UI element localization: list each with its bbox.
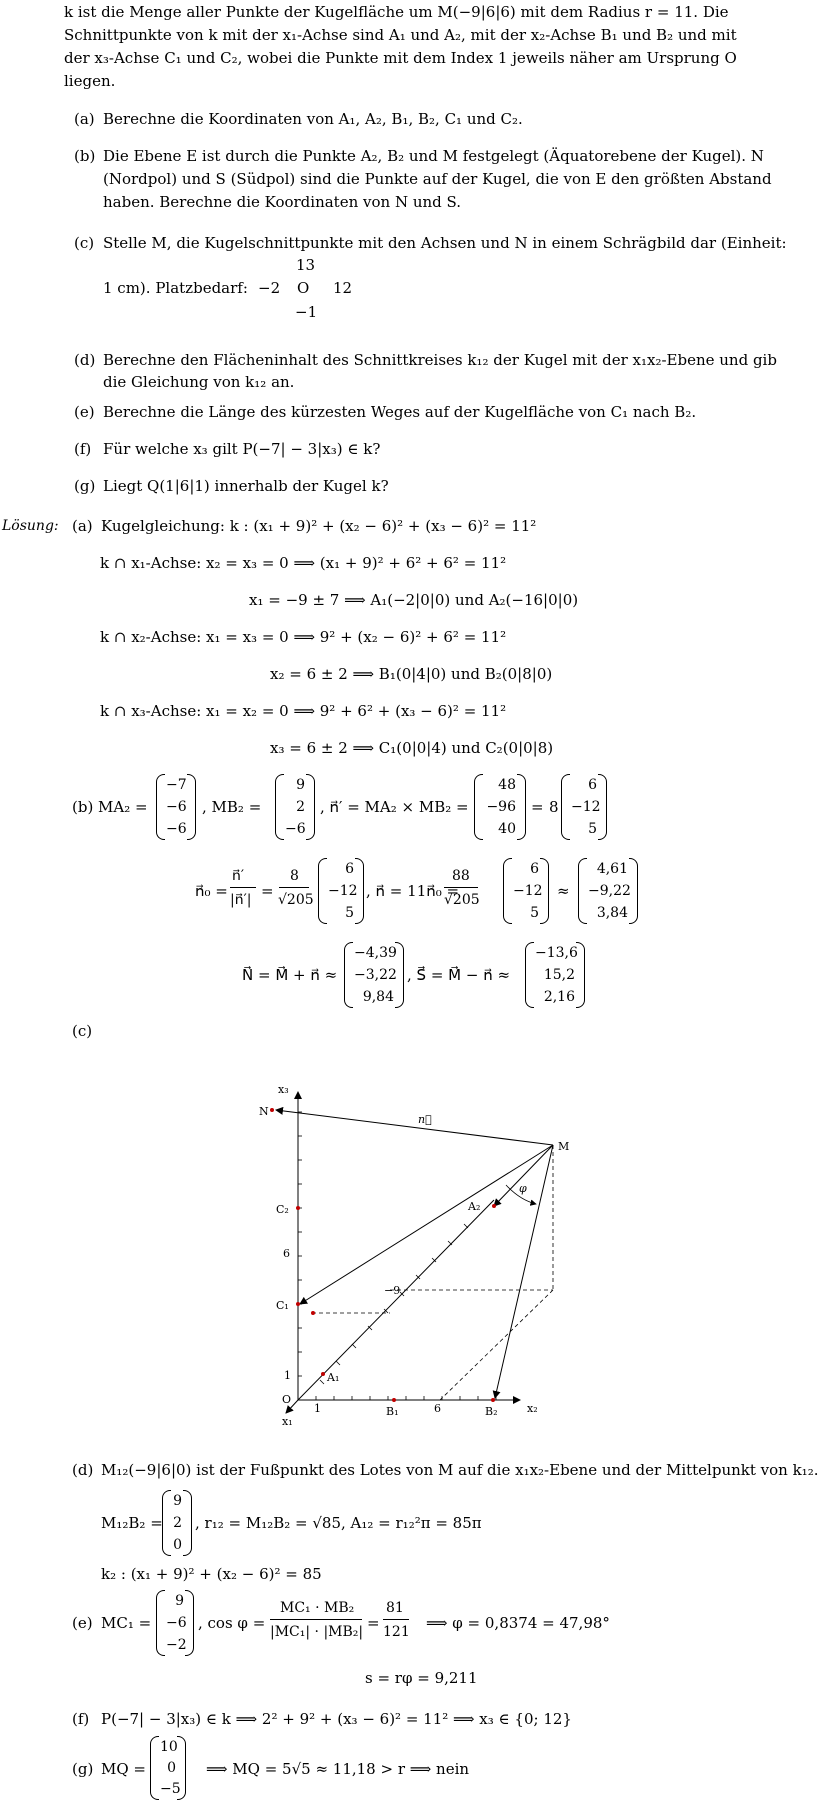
sol-e-label: (e): [72, 1614, 93, 1632]
vector-nprime-reduced: 6 −12 5: [561, 774, 607, 840]
cos-label: , cos φ =: [198, 1614, 266, 1632]
label-six-x3: 6: [283, 1247, 290, 1260]
vector-n: 6 −12 5: [503, 858, 549, 924]
vector-n-arrow: [276, 1110, 553, 1145]
task-g-text: Liegt Q(1|6|1) innerhalb der Kugel k?: [103, 477, 389, 495]
task-f-text: Für welche x₃ gilt P(−7| − 3|x₃) ∈ k?: [103, 440, 381, 458]
n0-frac-num: n⃗′: [232, 868, 245, 884]
n-approx-sign: ≈: [557, 882, 570, 900]
sol-f-text: P(−7| − 3|x₃) ∈ k ⟹ 2² + 9² + (x₃ − 6)² = 11² ⟹ x₃ ∈ {0; 12}: [101, 1710, 572, 1728]
n0-label: n⃗₀ =: [195, 882, 228, 900]
phi-result: ⟹ φ = 0,8374 = 47,98°: [426, 1614, 610, 1632]
task-e-label: (e): [74, 403, 95, 421]
sol-a-line-5: x₂ = 6 ± 2 ⟹ B₁(0|4|0) und B₂(0|8|0): [270, 665, 553, 683]
sol-c-label: (c): [72, 1022, 93, 1040]
label-C1: C₁: [276, 1299, 289, 1312]
label-phi: φ: [519, 1182, 527, 1195]
task-f-label: (f): [74, 440, 92, 458]
x2-ticks: [316, 1396, 496, 1400]
sol-a-label: (a): [72, 517, 93, 535]
task-d-label: (d): [74, 351, 96, 369]
nprime-label: , n⃗′ = MA₂ × MB₂ =: [320, 798, 469, 816]
label-six-x2: 6: [434, 1402, 441, 1415]
space-origin: O: [297, 279, 310, 297]
vector-m12b2: 9 2 0: [162, 1490, 192, 1556]
frac8-num: 8: [290, 868, 299, 884]
space-left: −2: [258, 279, 281, 297]
space-right: 12: [333, 279, 353, 297]
label-one-x3: 1: [284, 1369, 291, 1382]
label-C2: C₂: [276, 1203, 289, 1216]
S-label: , S⃗ = M⃗ − n⃗ ≈: [407, 966, 511, 984]
task-d-line-2: die Gleichung von k₁₂ an.: [103, 373, 295, 391]
m-to-c1-arrow: [300, 1145, 553, 1304]
sol-a-line-4: k ∩ x₂-Achse: x₁ = x₃ = 0 ⟹ 9² + (x₂ − 6)² + 6² = 11²: [100, 628, 507, 646]
label-x3: x₃: [278, 1083, 289, 1096]
mq-label: MQ =: [101, 1760, 146, 1778]
label-x1: x₁: [282, 1415, 293, 1428]
cos-num: MC₁ · MB₂: [280, 1600, 355, 1616]
label-N: N: [259, 1105, 269, 1118]
label-B2: B₂: [485, 1405, 498, 1418]
sol-d-label: (d): [72, 1461, 94, 1479]
n0-frac-den: |n⃗′|: [230, 892, 252, 908]
frac88-num: 88: [452, 868, 470, 884]
n-label: , n⃗ = 11n⃗₀ =: [366, 882, 460, 900]
cos-frac-bar: [270, 1619, 362, 1620]
nprime-factor: 8: [549, 798, 559, 816]
sol-d-line-1: M₁₂(−9|6|0) ist der Fußpunkt des Lotes von M auf die x₁x₂-Ebene und der Mittelpunkt von k₁₂.: [101, 1461, 818, 1479]
intro-line-2: Schnittpunkte von k mit der x₁-Achse sind A₁ und A₂, mit der x₂-Achse B₁ und B₂ und mit: [64, 26, 737, 44]
task-b-line-2: (Nordpol) und S (Südpol) sind die Punkte auf der Kugel, die von E den größten Abstand: [103, 170, 772, 188]
intro-line-4: liegen.: [64, 72, 116, 90]
intro-line-3: der x₃-Achse C₁ und C₂, wobei die Punkte mit dem Index 1 jeweils näher am Ursprung O: [64, 49, 737, 67]
task-g-label: (g): [74, 477, 96, 495]
vector-n0: 6 −12 5: [318, 858, 364, 924]
label-one-x2: 1: [314, 1402, 321, 1415]
sol-d-rest: , r₁₂ = M₁₂B₂ = √85, A₁₂ = r₁₂²π = 85π: [195, 1514, 482, 1532]
x1-negative-axis: [298, 1200, 494, 1400]
sol-b-label: (b): [72, 798, 94, 816]
sol-a-line-6: k ∩ x₃-Achse: x₁ = x₂ = 0 ⟹ 9² + 6² + (x₃ − 6)² = 11²: [100, 702, 507, 720]
N-label: N⃗ = M⃗ + n⃗ ≈: [242, 966, 338, 984]
sol-a-line-7: x₃ = 6 ± 2 ⟹ C₁(0|0|4) und C₂(0|0|8): [270, 739, 554, 757]
task-e-text: Berechne die Länge des kürzesten Weges auf der Kugelfläche von C₁ nach B₂.: [103, 403, 697, 421]
mb2-label: , MB₂ =: [202, 798, 262, 816]
vector-ma2: −7 −6 −6: [156, 774, 196, 840]
x1-ticks: [320, 1224, 468, 1384]
oblique-diagram: [0, 1070, 733, 1430]
nprime-eq: =: [531, 798, 544, 816]
frac88-den: √205: [444, 892, 480, 908]
m12b2-label: M₁₂B₂ =: [101, 1514, 163, 1532]
cos-frac-num: 81: [386, 1600, 404, 1616]
vector-nprime: 48 −96 40: [474, 774, 526, 840]
construction-lines: [312, 1145, 553, 1400]
intro-line-1: k ist die Menge aller Punkte der Kugelfläche um M(−9|6|6) mit dem Radius r = 11. Die: [64, 3, 729, 21]
sol-a-line-2: k ∩ x₁-Achse: x₂ = x₃ = 0 ⟹ (x₁ + 9)² + 6² + 6² = 11²: [100, 554, 507, 572]
label-A2: A₂: [468, 1200, 481, 1213]
task-d-line-1: Berechne den Flächeninhalt des Schnittkreises k₁₂ der Kugel mit der x₁x₂-Ebene und gib: [103, 351, 777, 369]
frac88-bar: [444, 887, 478, 888]
cos-frac-den: 121: [383, 1624, 410, 1640]
n0-eq: =: [261, 882, 274, 900]
vector-n-approx: 4,61 −9,22 3,84: [578, 858, 638, 924]
label-origin: O: [282, 1393, 292, 1406]
task-a-text: Berechne die Koordinaten von A₁, A₂, B₁, B₂, C₁ und C₂.: [103, 110, 523, 128]
sol-a-line-3: x₁ = −9 ± 7 ⟹ A₁(−2|0|0) und A₂(−16|0|0): [249, 591, 579, 609]
space-top: 13: [296, 256, 316, 274]
cos-eq: =: [367, 1614, 380, 1632]
label-M: M: [558, 1140, 570, 1153]
m-to-a2-arrow: [494, 1145, 553, 1206]
arc-length: s = rφ = 9,211: [365, 1669, 478, 1687]
vector-mb2: 9 2 −6: [275, 774, 315, 840]
n0-frac-bar: [230, 887, 256, 888]
frac8-bar: [279, 887, 309, 888]
sol-d-k12: k₂ : (x₁ + 9)² + (x₂ − 6)² = 85: [101, 1565, 322, 1583]
label-n-vector: n⃗: [418, 1113, 432, 1126]
task-c-line-1: Stelle M, die Kugelschnittpunkte mit den Achsen und N in einem Schrägbild dar (Einheit:: [103, 234, 787, 252]
x3-ticks: [298, 1112, 302, 1376]
frac8-den: √205: [278, 892, 314, 908]
label-B1: B₁: [386, 1405, 399, 1418]
vector-S: −13,6 15,2 2,16: [525, 942, 585, 1008]
vector-N: −4,39 −3,22 9,84: [344, 942, 404, 1008]
mc1-label: MC₁ =: [101, 1614, 152, 1632]
sol-g-rest: ⟹ MQ = 5√5 ≈ 11,18 > r ⟹ nein: [206, 1760, 470, 1778]
label-A1: A₁: [327, 1371, 340, 1384]
task-c-label: (c): [74, 234, 95, 252]
sol-f-label: (f): [72, 1710, 90, 1728]
cos-value-bar: [383, 1619, 409, 1620]
cos-den: |MC₁| · |MB₂|: [270, 1624, 364, 1640]
task-b-label: (b): [74, 147, 96, 165]
task-a-label: (a): [74, 110, 95, 128]
task-b-line-3: haben. Berechne die Koordinaten von N und S.: [103, 193, 462, 211]
vector-mc1: 9 −6 −2: [156, 1590, 194, 1656]
task-b-line-1: Die Ebene E ist durch die Punkte A₂, B₂ und M festgelegt (Äquatorebene der Kugel). N: [103, 147, 764, 165]
task-c-line-2: 1 cm). Platzbedarf:: [103, 279, 248, 297]
sol-a-line-1: Kugelgleichung: k : (x₁ + 9)² + (x₂ − 6)² + (x₃ − 6)² = 11²: [101, 517, 537, 535]
solution-heading: Lösung:: [2, 518, 59, 534]
sol-g-label: (g): [72, 1760, 94, 1778]
point-markers: [270, 1108, 496, 1402]
vector-mq: 10 0 −5: [150, 1736, 186, 1800]
label-minus9: −9: [384, 1284, 401, 1297]
ma2-label: MA₂ =: [98, 798, 148, 816]
label-x2: x₂: [527, 1402, 538, 1415]
space-bottom: −1: [295, 303, 318, 321]
